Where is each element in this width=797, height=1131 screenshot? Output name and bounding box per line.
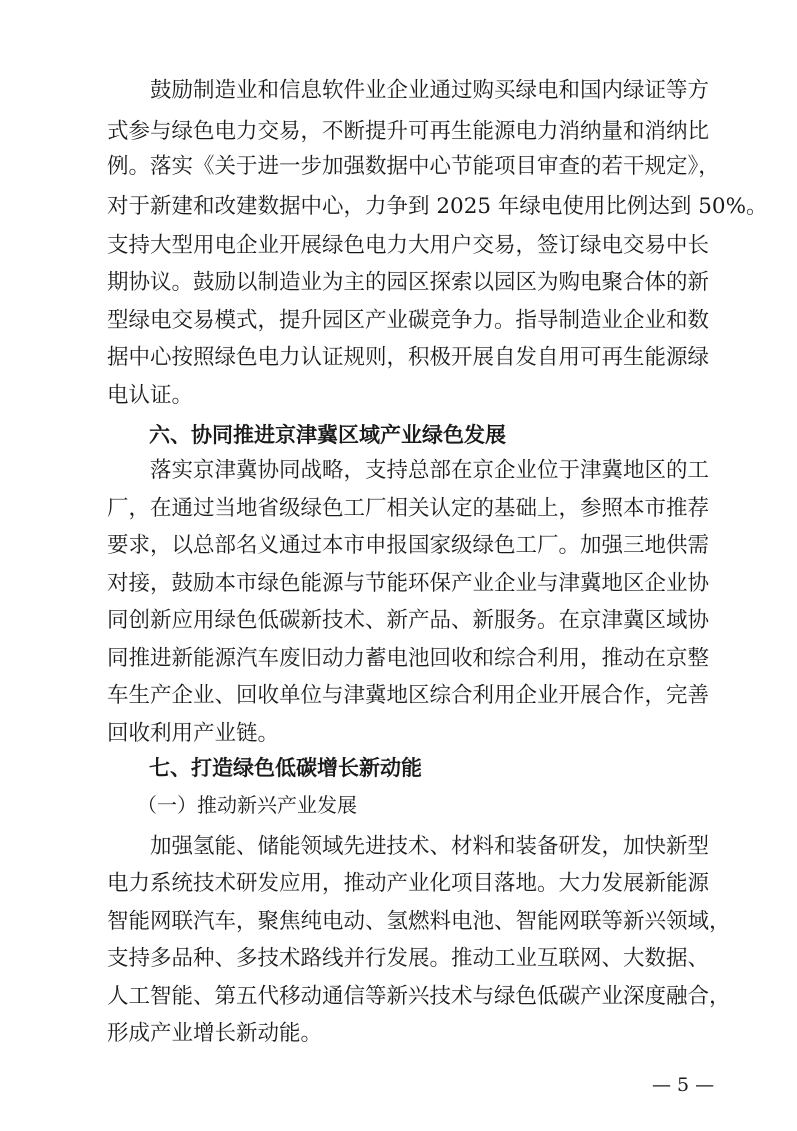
paragraph-line: 电认证。 — [107, 383, 194, 408]
paragraph-line: 人工智能、第五代移动通信等新兴技术与绿色低碳产业深度融合， — [107, 984, 731, 1009]
paragraph-line: 要求，以总部名义通过本市申报国家级绿色工厂。加强三地供需 — [107, 533, 710, 558]
paragraph-line: 电力系统技术研发应用，推动产业化项目落地。大力发展新能源 — [107, 871, 710, 896]
paragraph-line: 车生产企业、回收单位与津冀地区综合利用企业开展合作，完善 — [107, 683, 710, 708]
page-number: — 5 — — [652, 1074, 715, 1096]
subsection-heading: （一）推动新兴产业发展 — [107, 793, 357, 817]
paragraph-line: 对接，鼓励本市绿色能源与节能环保产业企业与津冀地区企业协 — [107, 571, 710, 596]
paragraph-line: 智能网联汽车，聚焦纯电动、氢燃料电池、智能网联等新兴领域， — [107, 909, 731, 934]
paragraph-line: 鼓励制造业和信息软件业企业通过购买绿电和国内绿证等方 — [107, 78, 710, 103]
paragraph-line: 期协议。鼓励以制造业为主的园区探索以园区为购电聚合体的新 — [107, 270, 710, 295]
paragraph-line: 例。落实《关于进一步加强数据中心节能项目审查的若干规定》， — [107, 154, 720, 179]
paragraph-line: 形成产业增长新动能。 — [107, 1021, 323, 1046]
section-heading-six: 六、协同推进京津冀区域产业绿色发展 — [107, 423, 506, 447]
paragraph-line: 式参与绿色电力交易，不断提升可再生能源电力消纳量和消纳比 — [107, 119, 710, 144]
paragraph-line: 厂，在通过当地省级绿色工厂相关认定的基础上，参照本市推荐 — [107, 496, 710, 521]
paragraph-line: 同推进新能源汽车废旧动力蓄电池回收和综合利用，推动在京整 — [107, 646, 710, 671]
paragraph-line: 型绿电交易模式，提升园区产业碳竞争力。指导制造业企业和数 — [107, 308, 710, 333]
paragraph-line: 加强氢能、储能领域先进技术、材料和装备研发，加快新型 — [107, 834, 710, 859]
paragraph-line: 支持多品种、多技术路线并行发展。推动工业互联网、大数据、 — [107, 946, 710, 971]
paragraph-line: 支持大型用电企业开展绿色电力大用户交易，签订绿电交易中长 — [107, 233, 710, 258]
paragraph-line: 同创新应用绿色低碳新技术、新产品、新服务。在京津冀区域协 — [107, 608, 710, 633]
paragraph-line: 据中心按照绿色电力认证规则，积极开展自发自用可再生能源绿 — [107, 345, 710, 370]
paragraph-line: 对于新建和改建数据中心，力争到 2025 年绿电使用比例达到 50%。 — [107, 194, 768, 219]
paragraph-line: 落实京津冀协同战略，支持总部在京企业位于津冀地区的工 — [107, 458, 710, 483]
paragraph-line: 回收利用产业链。 — [107, 721, 280, 746]
section-heading-seven: 七、打造绿色低碳增长新动能 — [107, 756, 422, 780]
